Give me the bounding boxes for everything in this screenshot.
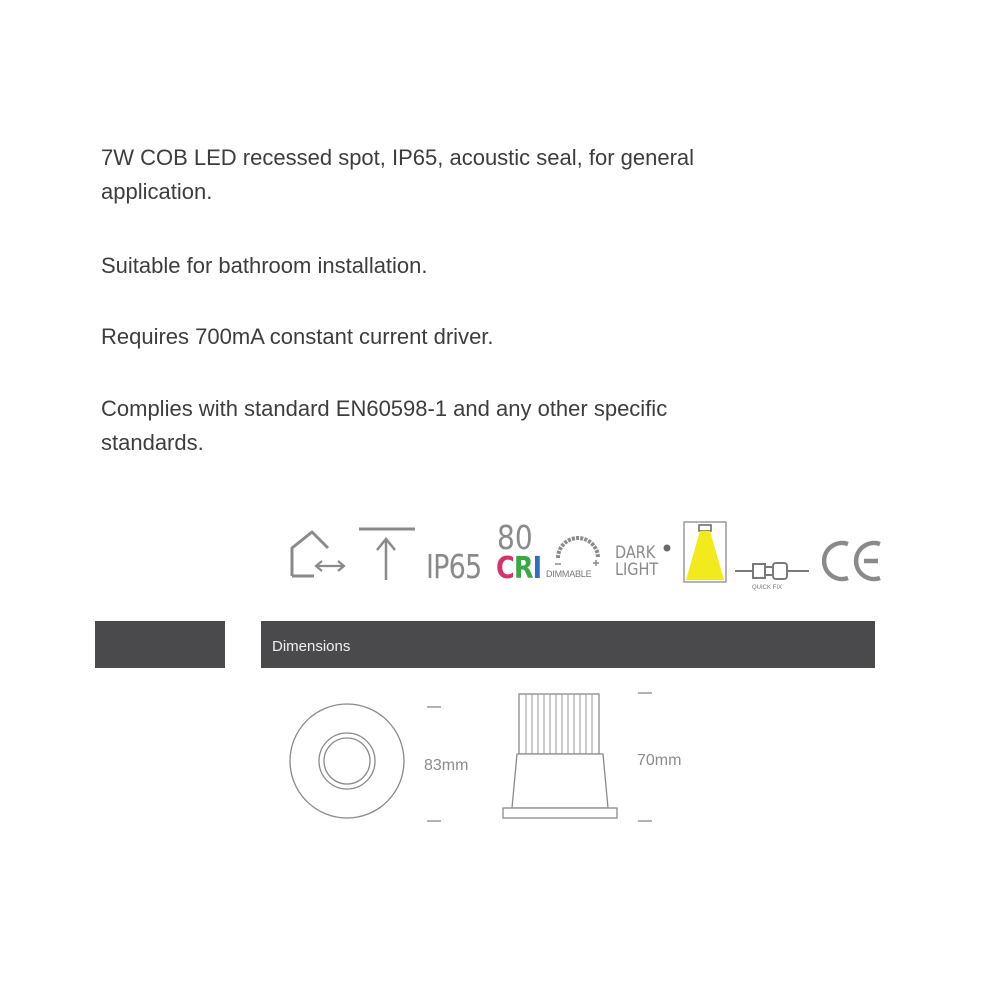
diameter-label: 83mm <box>424 757 469 774</box>
cri-icon <box>496 551 541 586</box>
height-label: 70mm <box>637 752 682 769</box>
light-label: LIGHT <box>615 560 659 580</box>
description-line: 7W COB LED recessed spot, IP65, acoustic seal, for general <box>101 145 695 170</box>
adjustable-house-icon <box>288 528 348 580</box>
ceiling-mount-arrow-icon <box>357 524 417 582</box>
side-view-drawing <box>500 690 622 822</box>
description-line: standards. <box>101 430 204 455</box>
description-line: application. <box>101 179 213 204</box>
dimmable-label: DIMMABLE <box>546 569 592 579</box>
quick-fix-label: QUICK FIX <box>752 585 783 591</box>
description-line: Requires 700mA constant current driver. <box>101 324 494 349</box>
dark-label: DARK <box>615 543 656 563</box>
cri-letter-i: I <box>532 551 542 586</box>
dimensions-title: Dimensions <box>272 638 351 655</box>
section-bar-left <box>95 621 225 668</box>
dark-light-dot-icon <box>662 543 672 553</box>
description-line: Complies with standard EN60598-1 and any other specific <box>101 396 668 421</box>
cri-letter-r: R <box>513 551 533 586</box>
quick-fix-connector-icon <box>733 556 811 586</box>
cri-value-icon: 80 <box>497 518 533 557</box>
dimensions-header-bar <box>261 621 875 668</box>
ce-mark-icon <box>822 538 884 584</box>
ip65-rating-icon: IP65 <box>426 547 482 586</box>
beam-angle-icon <box>683 521 727 583</box>
description-line: Suitable for bathroom installation. <box>101 253 428 278</box>
front-view-drawing <box>285 700 411 826</box>
dark-light-icon <box>615 545 658 579</box>
dimmable-arc-icon <box>552 528 604 568</box>
cri-letter-c: C <box>496 551 514 586</box>
